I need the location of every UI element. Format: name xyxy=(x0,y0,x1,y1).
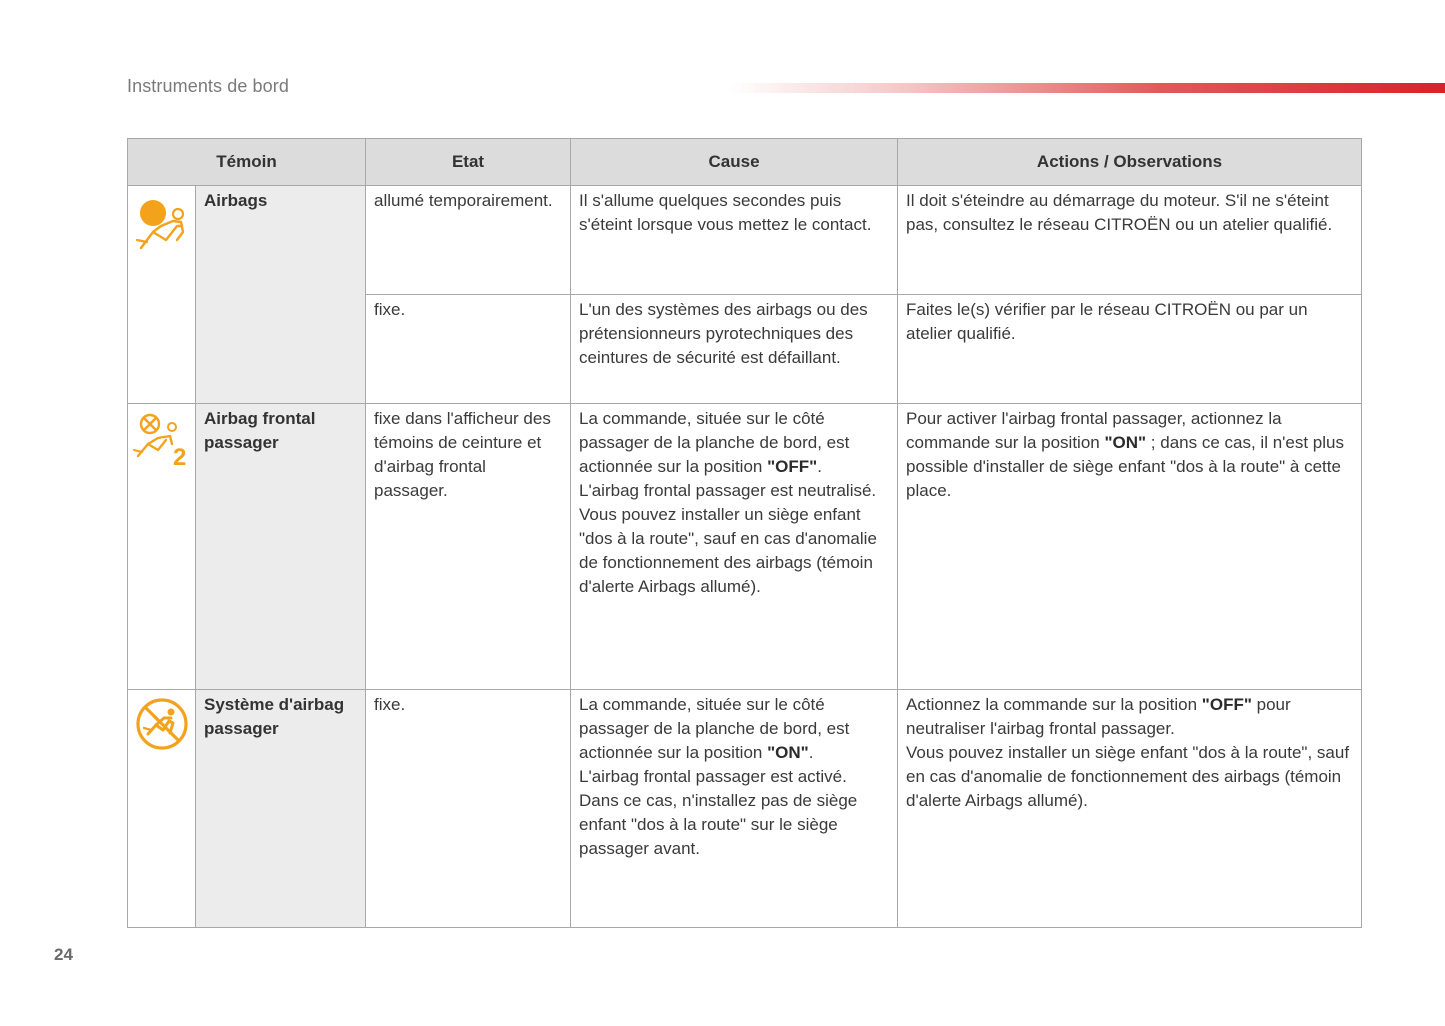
cause-text: L'airbag frontal passager est neutralisé. xyxy=(579,481,877,500)
position-keyword: "ON" xyxy=(1104,433,1147,452)
etat-cell: fixe dans l'afficheur des témoins de ceinture et d'airbag frontal passager. xyxy=(366,404,571,690)
cause-text: Dans ce cas, n'installez pas de siège enfant "dos à la route" sur le siège passager avant. xyxy=(579,791,858,858)
icon-cell xyxy=(128,690,196,928)
cause-text: La commande, située sur le côté passager de la planche de bord, est actionnée sur la position xyxy=(579,409,850,476)
page-number: 24 xyxy=(54,945,73,964)
cause-cell xyxy=(571,404,898,690)
passenger-airbag-on-icon xyxy=(134,696,190,759)
actions-text: ; dans ce cas, il n'est plus possible d'installer de siège enfant "dos à la route" à cette place. xyxy=(906,433,1344,500)
cause-text: L'airbag frontal passager est activé. xyxy=(579,767,847,786)
header-etat: Etat xyxy=(366,139,571,186)
actions-cell xyxy=(898,690,1362,928)
cause-text: . xyxy=(817,457,822,476)
temoin-name: Airbags xyxy=(196,186,366,404)
etat-cell: fixe. xyxy=(366,295,571,404)
passenger-airbag-off-icon xyxy=(132,410,192,475)
position-keyword: "OFF" xyxy=(767,457,818,476)
icon-cell xyxy=(128,404,196,690)
table-row xyxy=(128,690,1362,928)
header-temoin: Témoin xyxy=(128,139,366,186)
cause-cell xyxy=(571,690,898,928)
icon-cell xyxy=(128,186,196,404)
actions-cell xyxy=(898,404,1362,690)
table-header-row xyxy=(128,139,1362,186)
cause-text: La commande, située sur le côté passager de la planche de bord, est actionnée sur la position xyxy=(579,695,850,762)
position-keyword: "ON" xyxy=(767,743,809,762)
position-keyword: "OFF" xyxy=(1201,695,1252,714)
section-title-bar xyxy=(730,83,1445,93)
header-actions: Actions / Observations xyxy=(898,139,1362,186)
etat-cell: fixe. xyxy=(366,690,571,928)
temoin-name: Système d'airbag passager xyxy=(196,690,366,928)
cause-text: Vous pouvez installer un siège enfant "dos à la route", sauf en cas d'anomalie de fonctionnement des airbags (témoin d'alerte Airbags allumé). xyxy=(579,505,877,596)
etat-cell: allumé temporairement. xyxy=(366,186,571,295)
actions-text: pour neutraliser l'airbag frontal passager. xyxy=(906,695,1291,738)
temoin-name: Airbag frontal passager xyxy=(196,404,366,690)
actions-text: Pour activer l'airbag frontal passager, actionnez la commande sur la position xyxy=(906,409,1282,452)
table-row xyxy=(128,404,1362,690)
section-title: Instruments de bord xyxy=(127,76,289,96)
header-cause: Cause xyxy=(571,139,898,186)
actions-cell: Il doit s'éteindre au démarrage du moteur. S'il ne s'éteint pas, consultez le réseau CITROËN ou un atelier qualifié. xyxy=(898,186,1362,295)
actions-cell: Faites le(s) vérifier par le réseau CITROËN ou par un atelier qualifié. xyxy=(898,295,1362,404)
cause-cell: L'un des systèmes des airbags ou des prétensionneurs pyrotechniques des ceintures de sécurité est défaillant. xyxy=(571,295,898,404)
warning-lights-table xyxy=(127,138,1362,928)
airbag-warning-icon xyxy=(133,192,191,261)
svg-text:2: 2 xyxy=(173,444,187,468)
table-row xyxy=(128,186,1362,295)
cause-cell: Il s'allume quelques secondes puis s'éteint lorsque vous mettez le contact. xyxy=(571,186,898,295)
cause-text: . xyxy=(808,743,814,762)
actions-text: Vous pouvez installer un siège enfant "dos à la route", sauf en cas d'anomalie de fonctionnement des airbags (témoin d'alerte Airbags allumé). xyxy=(906,743,1350,810)
actions-text: Actionnez la commande sur la position xyxy=(906,695,1202,714)
